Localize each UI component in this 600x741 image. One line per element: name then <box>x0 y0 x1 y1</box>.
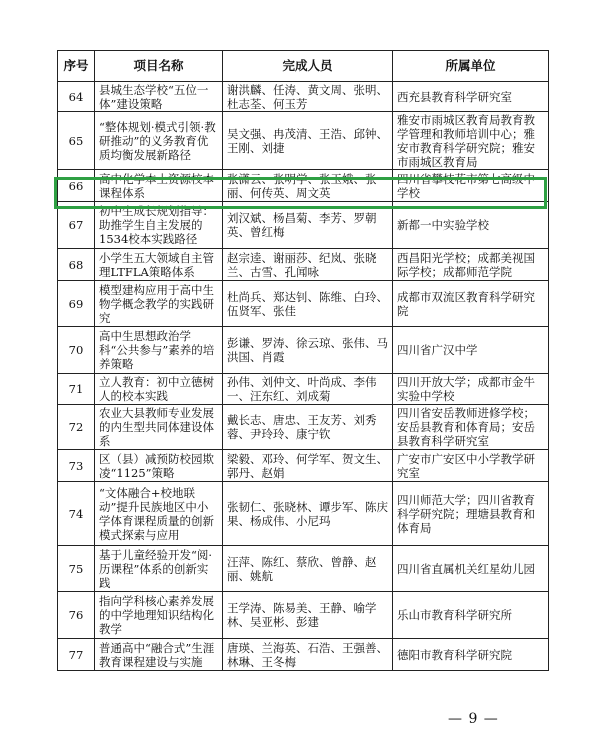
row-unit: 四川省广汉中学 <box>393 327 549 374</box>
row-project-name: 区（县）减预防校园欺凌“1125”策略 <box>95 450 223 482</box>
row-num: 74 <box>58 482 95 546</box>
row-project-name: 高中化学本土资源校本课程体系 <box>95 170 223 202</box>
row-unit: 四川师范大学；四川省教育科学研究院；理塘县教育和体育局 <box>393 482 549 546</box>
row-members: 谢洪麟、任涛、黄文周、张明、杜志荃、何玉芳 <box>223 82 393 112</box>
row-members: 彭谦、罗涛、徐云琼、张伟、马洪国、肖霞 <box>223 327 393 374</box>
row-num: 75 <box>58 546 95 592</box>
table-row <box>58 170 549 202</box>
row-unit: 德阳市教育科学研究院 <box>393 639 549 671</box>
table-row <box>58 639 549 671</box>
row-members: 张潇云、张明学、张玉娥、张丽、何传英、周文英 <box>223 170 393 202</box>
table-row <box>58 112 549 170</box>
row-members: 赵宗逵、谢丽莎、纪岚、张晓兰、古雪、孔闻咏 <box>223 249 393 281</box>
row-project-name: “文体融合+校地联动”提升民族地区中小学体育课程质量的创新模式探索与应用 <box>95 482 223 546</box>
row-unit: 成都市双流区教育科学研究院 <box>393 281 549 327</box>
row-project-name: 普通高中“融合式”生涯教育课程建设与实施 <box>95 639 223 671</box>
row-num: 66 <box>58 170 95 202</box>
table-row <box>58 592 549 639</box>
row-members: 张韧仁、张晓林、谭步军、陈庆果、杨成伟、小尼玛 <box>223 482 393 546</box>
row-num: 65 <box>58 112 95 170</box>
row-members: 唐瑛、兰海英、石浩、王强善、林琳、王冬梅 <box>223 639 393 671</box>
table-row <box>58 450 549 482</box>
table-row <box>58 405 549 450</box>
row-project-name: 指向学科核心素养发展的中学地理知识结构化教学 <box>95 592 223 639</box>
table-row <box>58 546 549 592</box>
page-number: — 9 — <box>448 711 499 727</box>
row-num: 67 <box>58 202 95 249</box>
row-unit: 西充县教育科学研究室 <box>393 82 549 112</box>
table-row <box>58 202 549 249</box>
row-num: 73 <box>58 450 95 482</box>
awards-table <box>57 50 549 671</box>
table-row <box>58 249 549 281</box>
row-project-name: 高中生思想政治学科“公共参与”素养的培养策略 <box>95 327 223 374</box>
row-unit: 四川省攀枝花市第七高级中学校 <box>393 170 549 202</box>
row-unit: 四川省直属机关红星幼儿园 <box>393 546 549 592</box>
row-members: 戴长志、唐忠、王友芳、刘秀蓉、尹玲玲、康宁钦 <box>223 405 393 450</box>
row-project-name: 小学生五大领域自主管理LTFLA策略体系 <box>95 249 223 281</box>
row-unit: 四川开放大学；成都市金牛实验中学校 <box>393 374 549 405</box>
table-row <box>58 374 549 405</box>
row-unit: 雅安市雨城区教育局教育教学管理和教师培训中心；雅安市教育科学研究院；雅安市雨城区教育局 <box>393 112 549 170</box>
row-project-name: 立人教育：初中立德树人的校本实践 <box>95 374 223 405</box>
row-num: 70 <box>58 327 95 374</box>
row-members: 吴文强、冉茂清、王浩、邱钟、王刚、刘捷 <box>223 112 393 170</box>
row-unit: 新都一中实验学校 <box>393 202 549 249</box>
row-unit: 广安市广安区中小学教学研究室 <box>393 450 549 482</box>
row-members: 孙伟、刘仲文、叶尚成、李伟一、汪东红、刘成菊 <box>223 374 393 405</box>
row-num: 72 <box>58 405 95 450</box>
row-unit: 西昌阳光学校；成都美视国际学校；成都师范学院 <box>393 249 549 281</box>
table-row <box>58 327 549 374</box>
row-num: 64 <box>58 82 95 112</box>
row-num: 76 <box>58 592 95 639</box>
header-members: 完成人员 <box>223 51 393 82</box>
row-num: 69 <box>58 281 95 327</box>
row-members: 梁毅、邓玲、何学军、贺文生、郭丹、赵娟 <box>223 450 393 482</box>
row-members: 王学涛、陈易美、王静、喻学林、吴亚彬、彭建 <box>223 592 393 639</box>
row-members: 汪萍、陈红、蔡欣、曾静、赵丽、姚航 <box>223 546 393 592</box>
row-unit: 乐山市教育科学研究所 <box>393 592 549 639</box>
header-project-name: 项目名称 <box>95 51 223 82</box>
row-project-name: “整体规划·模式引领·教研推动”的义务教育优质均衡发展新路径 <box>95 112 223 170</box>
table-row <box>58 482 549 546</box>
row-unit: 四川省安岳教师进修学校；安岳县教育和体育局；安岳县教育科学研究室 <box>393 405 549 450</box>
row-project-name: 初中生成长规划指导：助推学生自主发展的1534校本实践路径 <box>95 202 223 249</box>
row-members: 杜尚兵、郑达钊、陈维、白玲、伍贤军、张佳 <box>223 281 393 327</box>
row-project-name: 农业大县教师专业发展的内生型共同体建设体系 <box>95 405 223 450</box>
table-header-row <box>58 51 549 82</box>
header-num: 序号 <box>58 51 95 82</box>
row-num: 68 <box>58 249 95 281</box>
row-project-name: 基于儿童经验开发“阅·历课程”体系的创新实践 <box>95 546 223 592</box>
header-unit: 所属单位 <box>393 51 549 82</box>
table-row <box>58 281 549 327</box>
row-project-name: 模型建构应用于高中生物学概念教学的实践研究 <box>95 281 223 327</box>
row-members: 刘汉斌、杨昌菊、李芳、罗朝英、曾红梅 <box>223 202 393 249</box>
row-project-name: 县城生态学校“五位一体”建设策略 <box>95 82 223 112</box>
table-row <box>58 82 549 112</box>
row-num: 71 <box>58 374 95 405</box>
row-num: 77 <box>58 639 95 671</box>
